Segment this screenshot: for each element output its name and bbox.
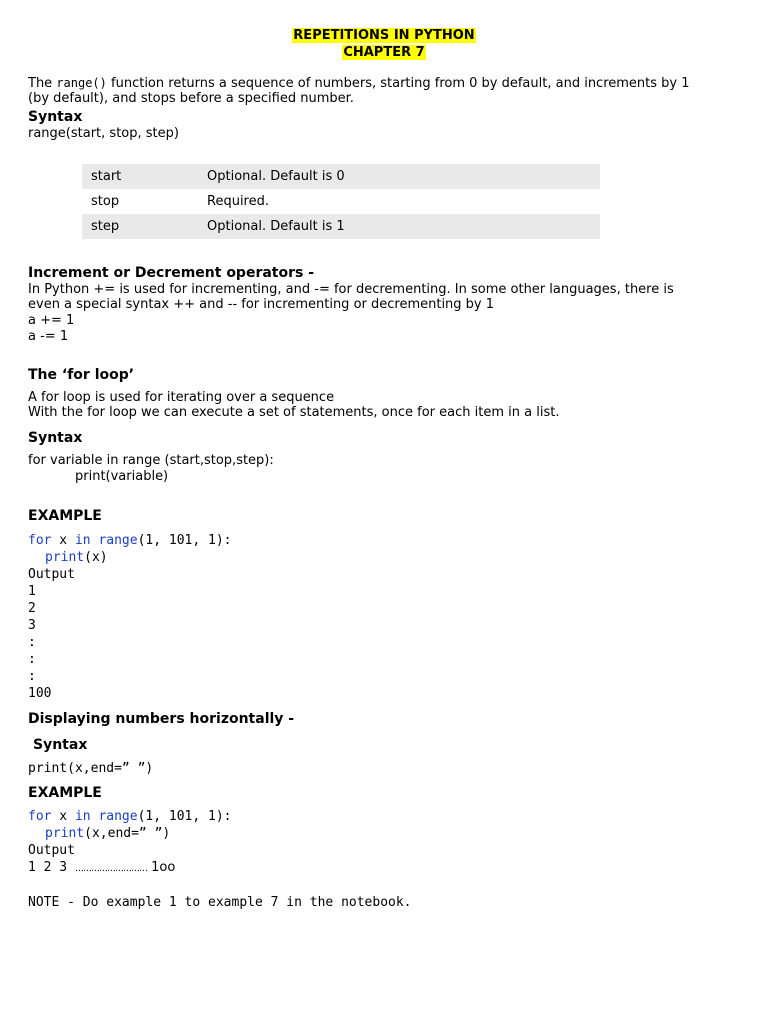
operator-example-decrement: a -= 1	[28, 329, 69, 344]
output-value: 100	[28, 686, 52, 701]
intro-line-1: The range() function returns a sequence of numbers, starting from 0 by default, and increments by 1	[28, 76, 690, 91]
param-desc: Optional. Default is 0	[198, 164, 600, 189]
output-value: :	[28, 652, 36, 667]
output-value: :	[28, 669, 36, 684]
code-line-for: for x in range(1, 101, 1):	[28, 533, 232, 548]
param-name: start	[82, 164, 198, 189]
operators-line-1: In Python += is used for incrementing, and -= for decrementing. In some other languages, there is	[28, 282, 674, 297]
output-value: 1	[28, 584, 36, 599]
output-value: :	[28, 635, 36, 650]
output-value: 3	[28, 618, 36, 633]
for-syntax-line-1: for variable in range (start,stop,step):	[28, 453, 274, 468]
range-syntax: range(start, stop, step)	[28, 126, 179, 141]
intro-line-2: (by default), and stops before a specified number.	[28, 91, 354, 106]
note-text: NOTE - Do example 1 to example 7 in the notebook.	[28, 895, 412, 910]
horizontal-heading: Displaying numbers horizontally -	[28, 711, 295, 727]
syntax-heading: Syntax	[28, 109, 83, 125]
horizontal-output: 1 2 3 ……………………… 1oo	[28, 860, 176, 875]
chapter-title: CHAPTER 7	[343, 45, 425, 60]
param-name: stop	[91, 194, 120, 209]
code-line-for-2: for x in range(1, 101, 1):	[28, 809, 232, 824]
table-row	[82, 189, 600, 214]
param-name: step	[82, 214, 198, 239]
for-loop-heading: The ‘for loop’	[28, 367, 135, 383]
code-line-print-2: print(x,end=” ”)	[45, 826, 171, 841]
syntax-heading-2: Syntax	[28, 430, 83, 446]
print-end-syntax: print(x,end=” ”)	[28, 761, 154, 776]
output-label: Output	[28, 567, 75, 582]
output-value: 2	[28, 601, 36, 616]
example-heading: EXAMPLE	[28, 508, 102, 524]
param-desc: Optional. Default is 1	[198, 214, 600, 239]
for-loop-line-1: A for loop is used for iterating over a sequence	[28, 390, 335, 405]
operator-example-increment: a += 1	[28, 313, 75, 328]
parameter-table	[82, 164, 600, 239]
table-row	[82, 214, 600, 239]
operators-heading: Increment or Decrement operators -	[28, 265, 315, 281]
code-line-print: print(x)	[45, 550, 108, 565]
for-syntax-line-2: print(variable)	[75, 469, 169, 484]
param-desc: Required.	[207, 194, 269, 209]
output-label-2: Output	[28, 843, 75, 858]
example-heading-2: EXAMPLE	[28, 785, 102, 801]
operators-line-2: even a special syntax ++ and -- for incrementing or decrementing by 1	[28, 297, 495, 312]
for-loop-line-2: With the for loop we can execute a set of statements, once for each item in a list.	[28, 405, 560, 420]
page-title: REPETITIONS IN PYTHON	[293, 28, 475, 43]
syntax-heading-3: Syntax	[33, 737, 88, 753]
table-row	[82, 164, 600, 189]
